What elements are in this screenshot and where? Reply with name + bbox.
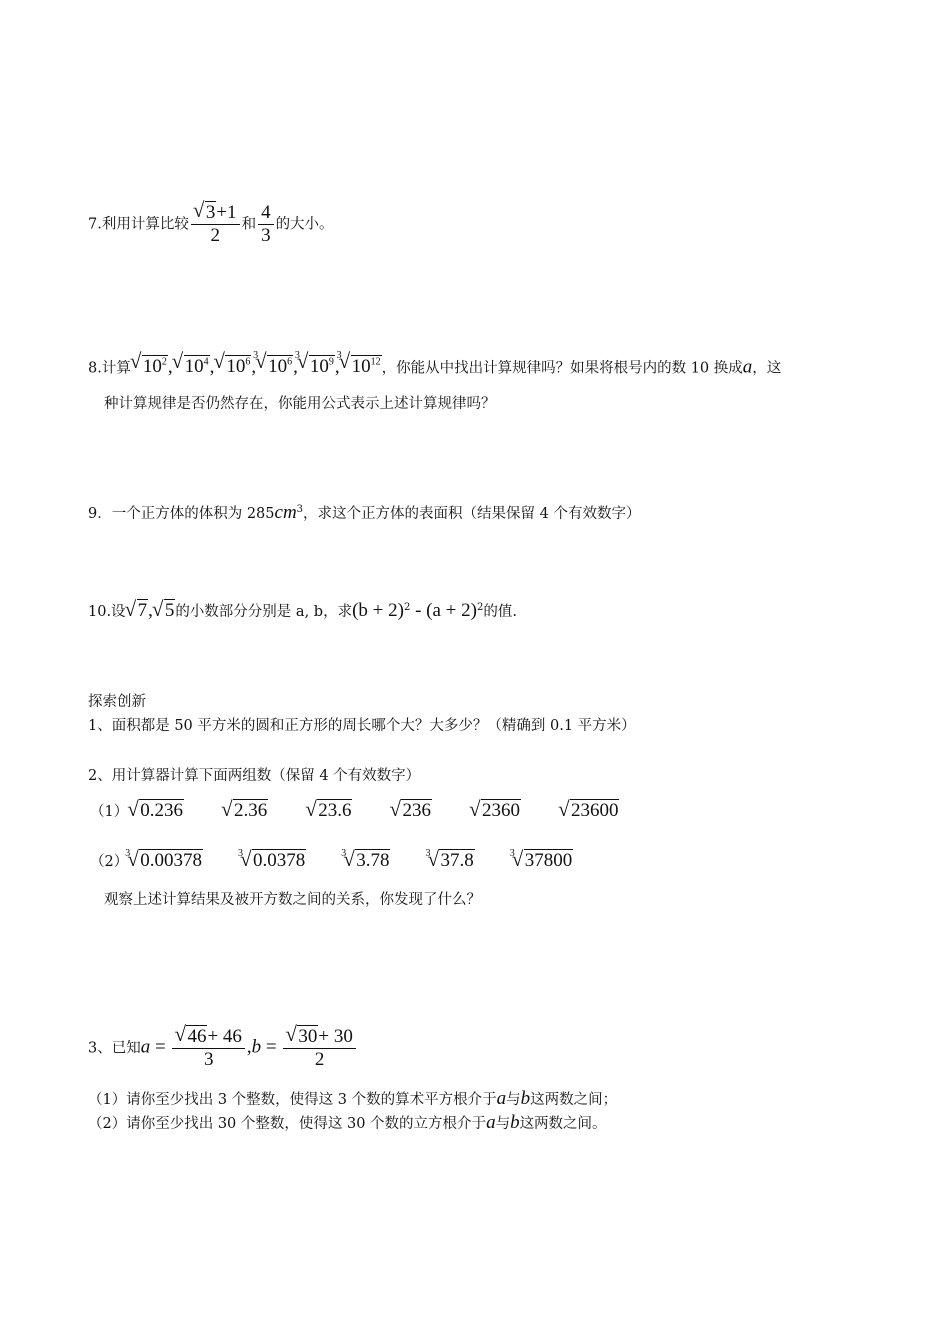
sqrt-item: √ 23.6 — [306, 800, 352, 822]
sqrt-item: √ 2.36 — [222, 800, 268, 822]
b-fraction: √ $\frac{30+ 30}{2}$ — [283, 1026, 355, 1071]
cbrt-row-2: （2） √ 3 0.00378 √ 3 0.0378 √ 3 3.78 √ 3 37.8 √ 3 37800 — [90, 850, 573, 872]
q8-sqrt-3: √ $10^6$ — [214, 352, 251, 378]
explore-item-2: 2、用计算器计算下面两组数（保留 4 个有效数字） — [88, 768, 421, 784]
sqrt-item: √ 0.236 — [128, 800, 184, 822]
q7-sqrt: √ 3 — [194, 202, 217, 224]
q8-cbrt-2: √ 3 $10^9$ — [298, 352, 335, 378]
question-9: 9．一个正方体的体积为 $285cm^3$，求这个正方体的表面积（结果保留 4 个有效数字） — [88, 502, 641, 523]
question-7: 7.利用计算比较 √ $\frac{3+1}{2}$ 和 $\frac{4}{3}$ 的大小。 — [88, 202, 334, 247]
q7-prefix: 7.利用计算比较 — [88, 216, 189, 233]
question-8-line-2: 种计算规律是否仍然存在，你能用公式表示上述计算规律吗？ — [104, 396, 496, 412]
sub-question-2: （2）请你至少找出 30 个整数，使得这 30 个数的立方根介于a与b这两数之间。 — [88, 1112, 607, 1133]
sub-question-1: （1）请你至少找出 3 个整数，使得这 3 个数的算术平方根介于a与b这两数之间； — [88, 1088, 618, 1109]
sqrt-item: √ 23600 — [559, 800, 620, 822]
sqrt-item: √ 2360 — [470, 800, 521, 822]
a-fraction: √ $\frac{46+ 46}{3}$ — [172, 1026, 244, 1071]
cbrt-item: √ 3 37.8 — [428, 850, 474, 872]
sqrt-row-1: （1）√ 0.236√ 2.36√ 23.6√ 236√ 2360√ 23600 — [90, 800, 619, 822]
explore-item-3: 3、已知a = √ $\frac{46+ 46}{3}$ ,b = √ $\frac{30+ 30}{2}$ — [88, 1026, 358, 1071]
cbrt-item: √ 3 37800 — [513, 850, 574, 872]
cbrt-item: √ 3 0.00378 — [128, 850, 203, 872]
explore-item-1: 1、面积都是 50 平方米的圆和正方形的周长哪个大？大多少？（精确到 0.1 平方米） — [88, 718, 636, 734]
q10-sqrt-7: √ 7 — [126, 600, 149, 622]
section-heading: 探索创新 — [88, 694, 146, 710]
q7-fraction-2: $\frac{4}{3}$ — [258, 202, 274, 247]
q7-fraction-1: √ $\frac{3+1}{2}$ — [191, 202, 240, 247]
question-10: 10.设√ 7,√ 5的小数部分分别是 a, b，求$(b + 2)^2 - (a + 2)^2$的值. — [88, 600, 517, 622]
observe-text: 观察上述计算结果及被开方数之间的关系，你发现了什么？ — [104, 892, 481, 908]
q10-sqrt-5: √ 5 — [153, 600, 176, 622]
question-8-line-1: 8.计算√ $10^2,√$ $10^4,√$ $10^6$, √ 3 $10^6$, √ 3 $10^9$, √ 3 $10^{12}$，你能从中找出计算规律吗？如果将根号内的数 10 换成a，这 — [88, 352, 781, 378]
sqrt-item: √ 236 — [390, 800, 432, 822]
q8-sqrt-2: √ $10^4$ — [173, 352, 210, 378]
q8-cbrt-3: √ 3 $10^{12}$ — [340, 352, 382, 378]
q8-sqrt-1: √ $10^2$ — [131, 352, 168, 378]
q8-cbrt-1: √ 3 $10^6$ — [256, 352, 293, 378]
cbrt-item: √ 3 3.78 — [344, 850, 390, 872]
cbrt-item: √ 3 0.0378 — [241, 850, 306, 872]
